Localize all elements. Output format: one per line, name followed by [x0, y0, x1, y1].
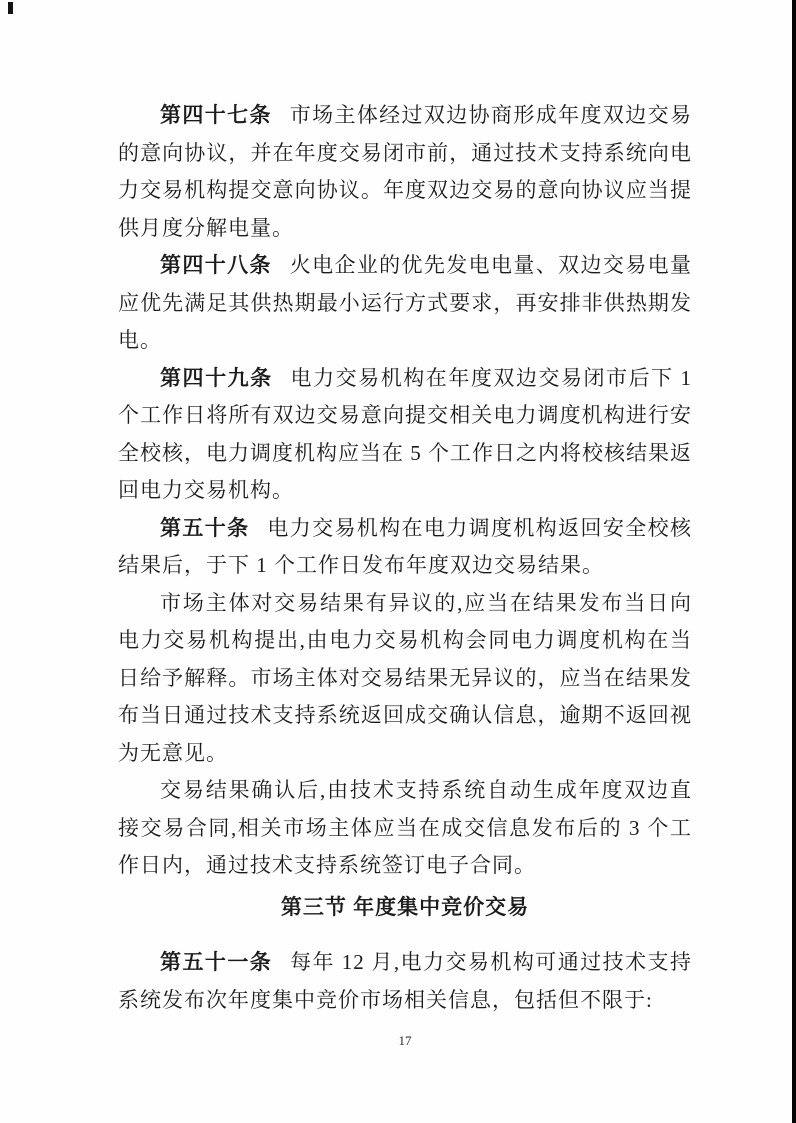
scan-edge-bar	[792, 0, 796, 1123]
article-paragraph	[118, 510, 692, 585]
article-number: 第四十八条	[160, 253, 272, 277]
article-text: 火电企业的优先发电电量、双边交易电量应优先满足其供热期最小运行方式要求，再安排非供热期发电。	[118, 253, 693, 352]
article-number: 第五十条	[160, 515, 250, 540]
article-paragraph	[118, 360, 692, 510]
article-text: 交易结果确认后,由技术支持系统自动生成年度双边直接交易合同,相关市场主体应当在成交信息发布后的 3 个工作日内，通过技术支持系统签订电子合同。	[118, 778, 692, 877]
article-text: 电力交易机构在电力调度机构返回安全校核结果后，于下 1 个工作日发布年度双边交易结果。	[118, 515, 692, 577]
article-text: 市场主体对交易结果有异议的,应当在结果发布当日向电力交易机构提出,由电力交易机构会同电力调度机构在当日给予解释。市场主体对交易结果无异议的，应当在结果发布当日通过技术支持系统返回成交确认信息，逾期不返回视为无意见。	[118, 590, 692, 765]
article-text: 市场主体经过双边协商形成年度双边交易的意向协议，并在年度交易闭市前，通过技术支持系统向电力交易机构提交意向协议。年度双边交易的意向协议应当提供月度分解电量。	[118, 103, 693, 240]
article-paragraph	[118, 944, 692, 1019]
article-text: 每年 12 月,电力交易机构可通过技术支持系统发布次年度集中竞价市场相关信息，包括但不限于:	[118, 950, 693, 1012]
scan-artifact-speck	[8, 2, 13, 14]
page-number: 17	[398, 1033, 412, 1048]
document-body	[118, 97, 692, 1049]
article-paragraph	[118, 247, 692, 360]
section-heading: 第三节 年度集中竞价交易	[280, 894, 530, 919]
article-number: 第四十九条	[160, 365, 273, 390]
article-paragraph	[118, 772, 692, 885]
article-number: 第五十一条	[160, 950, 273, 974]
article-number: 第四十七条	[160, 103, 272, 127]
article-paragraph	[118, 585, 692, 773]
article-text: 电力交易机构在年度双边交易闭市后下 1 个工作日将所有双边交易意向提交相关电力调度机构进行安全校核，电力调度机构应当在 5 个工作日之内将校核结果返回电力交易机构。	[118, 365, 693, 502]
article-paragraph	[118, 97, 692, 247]
